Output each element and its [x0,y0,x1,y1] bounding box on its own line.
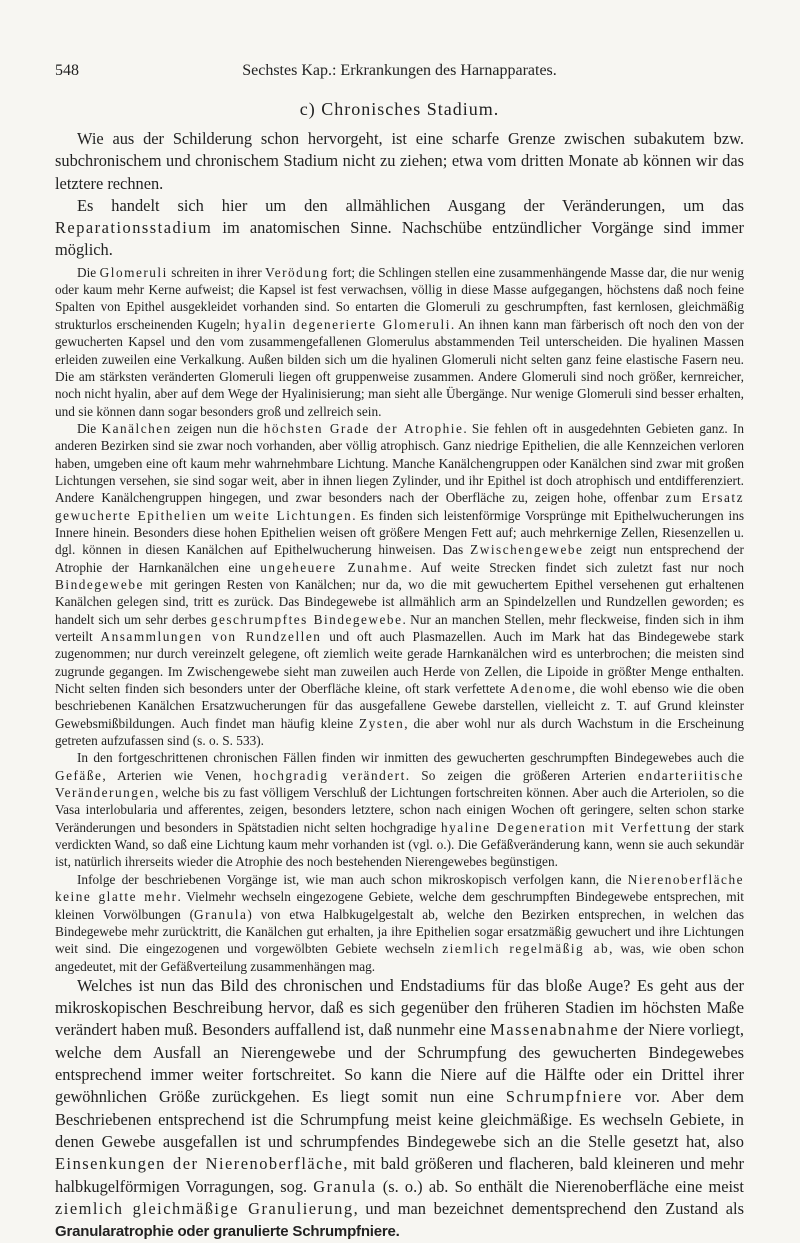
text-run: . Vielmehr wechseln eingezogene Gebiete, welche dem geschrumpften Bindegewebe entsprechen, mit kleinen Vorwölbungen ( [55,889,744,922]
text-run: ) von etwa Halbkugelgestalt ab, welche den Bezirken entsprechen, in welchen das Bindegewebe mehr zurücktritt, die Kanälchen gut erhalten, ja ihre Epithelien sogar ersatzmäßig gewuchert und ihre Lichtungen weit sind. Die eingezogenen und vorgewölbten Gebiete wechseln [55,906,744,957]
text-run: im anatomischen Sinne. Nachschübe entzündlicher Vorgänge sind immer möglich. [55,218,744,260]
text-run: . So zeigen die größeren Arterien [405,767,639,783]
main-text [55,128,744,1243]
text-run: , welche bis zu fast völligem Verschluß der Lichtungen fortschreiten können. Aber auch die Arteriolen, so die Vasa interlobularia und afferentes, zeigen, besonders letztere, schon nach einigen Wochen oft geringere, selten schon starke Veränderungen und besonders in Spätstadien nicht selten hochgradige [55,785,744,835]
paragraph-2 [55,195,744,262]
text-run: Welches ist nun das Bild des chronischen und Endstadiums für das bloße Auge? Es geht aus der mikroskopischen Beschreibung hervor, daß es sich gegenüber den früheren Stadien im höchsten Maße verändert haben muß. Besonders auffallend ist, daß nunmehr eine [55,975,744,1040]
emphasis: Verödung [265,264,329,280]
text-run: . An ihnen kann man färberisch oft noch den von der gewucherten Kapsel und den vom zusammengefallenen Glomerulus abstammenden Teil unterscheiden. Die hyalinen Massen erleiden zuweilen eine Verkalkung. Außen bilden sich um die hyalinen Glomeruli nicht selten ganz feine elastische Fasern neu. Die am stärksten veränderten Glomeruli liegen oft gruppenweise zusammen. Andere Glomeruli sind noch größer, kernreicher, noch nicht hyalin, aber auf dem Wege der Hyalinisierung; man sieht alle Übergänge. Nur wenige Glomeruli sind besser erhalten, und sie können dann sogar besonders groß und zellreich sein. [55,316,744,419]
text-run: (s. o.) ab. So enthält die Nierenoberfläche eine meist [376,1176,744,1196]
paragraph-5 [55,749,744,870]
emphasis: Ansammlungen von Rundzellen [100,629,322,644]
text-run: der Niere vorliegt, welche dem Ausfall an Nierengewebe und der Schrumpfung des gewucherten Bindegewebes entsprechend immer weiter fortschreitet. So kann die Niere auf die Hälfte oder ein Drittel ihrer gewöhnlichen Größe zurückgehen. Es liegt somit nun eine [55,1020,744,1107]
emphasis: Zwischengewebe [470,542,584,558]
text-run: . Auf weite Strecken findet sich zuletzt fast nur noch [408,559,744,575]
page-number: 548 [55,62,79,79]
emphasis: zum Ersatz gewucherte Epithelien [55,490,744,523]
text-run: schreiten in ihrer [167,264,266,280]
emphasis: Zysten [359,715,405,731]
emphasis: Bindegewebe [55,576,144,592]
text-run: der stark verdickten Wand, so daß eine Lichtung kaum mehr vorhanden ist (vgl. o.). Die Gefäßveränderung kann, wenn sie auch sekundär ist, natürlich ihrerseits wieder die Atrophie des noch bestehenden Nierengewebes begünstigen. [55,819,744,870]
text-run: um [207,507,235,523]
text-run: mit geringen Resten von Kanälchen; nur da, wo die mit gewuchertem Epithel versehenen gut erhaltenen Kanälchen gelegen sind, tritt es zurück. Das Bindegewebe ist allmählich arm an Spindelzellen und Rundzellen geworden; es handelt sich um sehr derbes [55,576,744,627]
text-run: Die [77,264,100,280]
emphasis: Adenome [509,681,572,697]
paragraph-1: Wie aus der Schilderung schon hervorgeht, ist eine scharfe Grenze zwischen subakutem bzw. subchronischem und chronischem Stadium nicht zu ziehen; etwa vom dritten Monate ab können wir das letztere rechnen. [55,129,744,193]
emphasis: endarteriitische Veränderungen [55,767,745,801]
text-run: , und man bezeichnet dementsprechend den Zustand als [353,1198,744,1218]
text-run: , Arterien wie Venen, [102,767,254,783]
emphasis: ziemlich gleichmäßige Granulierung [55,1198,354,1218]
emphasis: Schrumpfniere [505,1087,623,1107]
text-run: vor. Aber dem Beschriebenen entsprechend ist die Schrumpfung meist keine gleichmäßige. Es wechseln Gebiete, in denen Gewebe ausgefallen ist und schrumpfendes Bindegewebe sich an die Stelle gesetzt hat, also [55,1087,744,1151]
bold-term: Granularatrophie oder granulierte Schrumpfniere. [55,1223,400,1241]
text-run: fort; die Schlingen stellen eine zusammenhängende Masse dar, die nur wenig oder kaum mehr Kerne aufweist; die Kapsel ist fest verwachsen, völlig in diese Masse aufgegangen, höchstens daß noch feine Spalten von Epithel ausgekleidet vorhanden sind. So entarten die Glomeruli zu geschrumpften, fast kernlosen, gleichmäßig strukturlos erscheinenden Kugeln; [55,264,744,332]
text-run: Es handelt sich hier um den allmählichen Ausgang der Veränderungen, um das [77,195,744,215]
emphasis: Glomeruli [99,264,168,280]
text-run: , die aber wohl nur als durch Wachstum in die Erscheinung getreten aufzufassen sind (s. o. S. 533). [55,715,744,749]
emphasis: ziemlich regelmäßig ab [442,941,610,957]
emphasis: geschrumpftes Bindegewebe [210,611,403,627]
text-run: zeigt nun entsprechend der Atrophie der Harnkanälchen eine [55,542,744,575]
emphasis: hyalin degenerierte Glomeruli [244,316,451,332]
emphasis: höchsten Grade der Atrophie [263,420,464,436]
text-run: zeigen nun die [171,420,264,436]
emphasis: Nierenoberfläche keine glatte mehr [55,871,744,905]
emphasis: weite Lichtungen [234,507,353,523]
paragraph-4 [55,420,744,750]
emphasis: Reparationsstadium [55,218,213,238]
text-run: Infolge der beschriebenen Vorgänge ist, wie man auch schon mikroskopisch verfolgen kann, die [77,871,628,887]
text-run: und oft auch Plasmazellen. Auch im Mark hat das Bindegewebe stark zugenommen; nur durch vereinzelt gelegene, oft ziemlich weite gerade Harnkanälchen wird es unterbrochen; die meisten sind zugrunde gegangen. Im Zwischengewebe sieht man zuweilen auch Herde von Zellen, die Lipoide in größter Menge enthalten. Nicht selten finden sich besonders unter der Oberfläche kleine, oft stark verfettete [55,629,744,697]
running-header [55,62,744,84]
paragraph-7 [55,975,744,1243]
text-run: . Es finden sich leistenförmige Vorsprünge mit Epithelwucherungen ins Innere hinein. Besonders diese hohen Epithelien weisen oft größere Mengen Fett auf; auch mehrkernige Zellen, Riesenzellen u. dgl. können in diesen Kanälchen auf Epithelwucherung hinweisen. Das [55,507,745,558]
text-run: In den fortgeschrittenen chronischen Fällen finden wir inmitten des gewucherten geschrumpften Bindegewebes auch die [77,750,744,766]
emphasis: hochgradig verändert [253,767,406,783]
emphasis: Granula [313,1176,377,1196]
emphasis: Gefäße [55,767,103,783]
emphasis: Granula [194,906,248,922]
text-run: . Sie fehlen oft in ausgedehnten Gebieten ganz. In anderen Bezirken sind sie zwar noch vorhanden, aber völlig atrophisch. Ganz niedrige Epithelien, die alle Kennzeichen verloren haben, umgeben eine oft kaum mehr wahrnehmbare Lichtung. Manche Kanälchengruppen oder Kanälchen sind zwar mit großen Lichtungen versehen, sie sind sogar weit, aber in ihnen liegen Zylinder, und ihr Epithel ist doch atrophisch und entdifferenziert. Andere Kanälchengruppen hingegen, und zwar besonders nach der Oberfläche zu, zeigen hohe, offenbar [55,420,744,506]
text-run: Die [77,420,102,436]
running-title: Sechstes Kap.: Erkrankungen des Harnapparates. [242,62,557,79]
emphasis: ungeheuere Zunahme [260,559,409,575]
paragraph-6 [55,871,744,975]
text-run: , mit bald größeren und flacheren, bald kleineren und mehr halbkugelförmigen Vorragungen, sog. [55,1154,744,1196]
emphasis: Kanälchen [101,420,172,436]
emphasis: Massenabnahme [490,1020,619,1040]
emphasis: Einsenkungen der Nierenoberfläche [55,1154,344,1174]
emphasis: hyaline Degeneration mit Verfettung [440,819,692,835]
text-run: , die wohl ebenso wie die oben beschriebenen Kanälchen Ersatzwucherungen für das ausgefallene Gewebe darstellen, vielleicht z. T. auf Grund kleinster Gewebsmißbildungen. Auch findet man häufig kleine [55,681,744,731]
paragraph-3 [55,264,744,420]
text-run: . Nur an manchen Stellen, mehr fleckweise, finden sich in ihm verteilt [55,611,744,644]
text-run: , was, wie oben schon angedeutet, mit der Gefäßverteilung zusammenhängen mag. [55,941,744,974]
section-title: c) Chronisches Stadium. [299,99,500,119]
